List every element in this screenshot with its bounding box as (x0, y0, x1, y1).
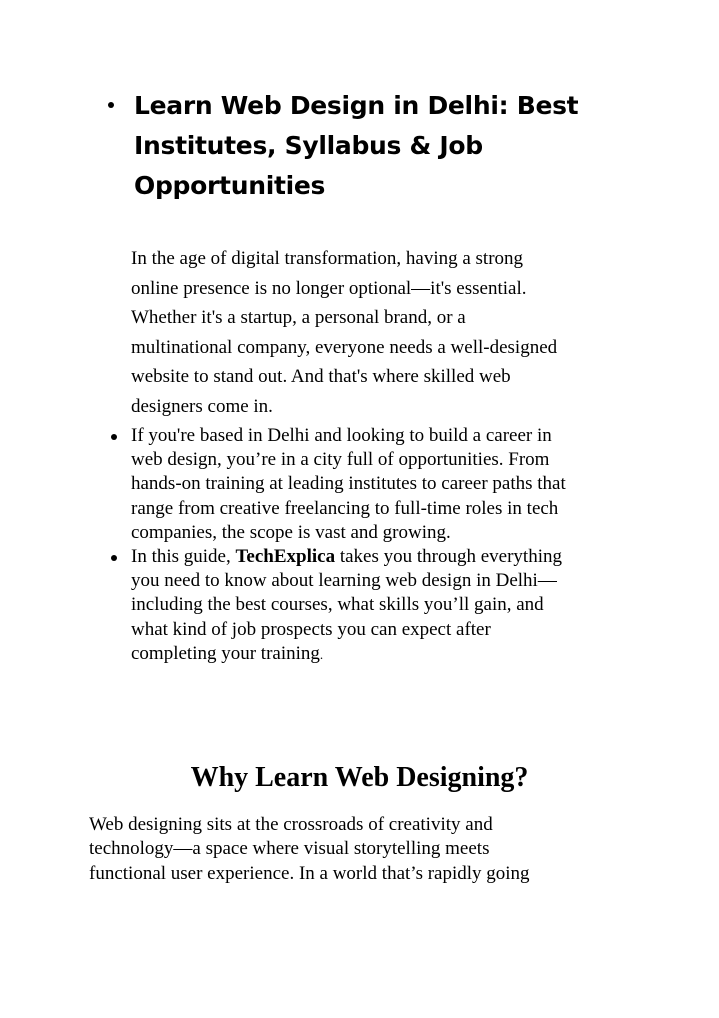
title-line: Institutes, Syllabus & Job (134, 131, 483, 160)
paragraph-line: Web designing sits at the crossroads of creativity and (89, 814, 493, 835)
list-item (110, 545, 640, 667)
list-item-line: range from creative freelancing to full-time roles in tech (131, 497, 559, 519)
brand-name: TechExplica (235, 546, 336, 568)
title-text (134, 86, 668, 206)
text-span: completing your training (131, 642, 320, 664)
title-line: Opportunities (134, 171, 326, 200)
paragraph-line: technology—a space where visual storytelling meets (89, 838, 490, 860)
list-item-line: hands-on training at leading institutes to career paths that (131, 473, 566, 495)
list-item-line: If you're based in Delhi and looking to build a career in (131, 425, 552, 446)
section-heading: Why Learn Web Designing? (190, 762, 529, 793)
bullet-icon (111, 555, 117, 561)
intro-line: In the age of digital transformation, having a strong (131, 248, 524, 269)
list-item-line (131, 642, 640, 667)
intro-line: website to stand out. And that's where skilled web (131, 366, 511, 387)
intro-paragraph (131, 244, 651, 421)
list-item-line: what kind of job prospects you can expect after (131, 618, 491, 640)
list-item-line: companies, the scope is vast and growing. (131, 521, 451, 543)
text-span: In this guide, (131, 546, 236, 568)
bullet-icon (111, 434, 117, 440)
paragraph-line: functional user experience. In a world that’s rapidly going (89, 862, 530, 884)
list-item (110, 424, 640, 545)
list-item-line: you need to know about learning web design in Delhi— (131, 570, 557, 592)
title-line: Learn Web Design in Delhi: Best (134, 91, 579, 120)
article-title (108, 86, 668, 206)
intro-line: online presence is no longer optional—it's essential. (131, 277, 527, 299)
list-item-line: web design, you’re in a city full of opportunities. From (131, 449, 550, 471)
intro-line: designers come in. (131, 395, 273, 417)
list-item-line (131, 545, 640, 569)
intro-line: multinational company, everyone needs a well-designed (131, 336, 558, 358)
bullet-list (110, 424, 640, 667)
bullet-icon (108, 102, 114, 108)
section-paragraph (89, 813, 609, 886)
list-item-line: including the best courses, what skills you’ll gain, and (131, 594, 544, 616)
text-span: takes you through everything (335, 546, 562, 568)
intro-line: Whether it's a startup, a personal brand, or a (131, 307, 466, 328)
period: . (319, 646, 324, 662)
